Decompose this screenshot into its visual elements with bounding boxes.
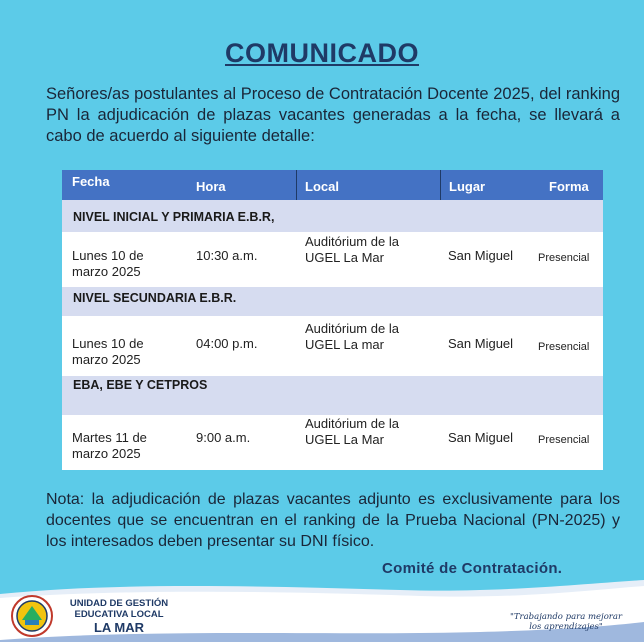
table-row xyxy=(62,232,603,287)
table-row xyxy=(62,316,603,376)
cell-fecha xyxy=(72,336,144,368)
fecha-line: Lunes 10 de xyxy=(72,336,144,351)
intro-paragraph: Señores/as postulantes al Proceso de Contratación Docente 2025, del ranking PN la adjudicación de plazas vacantes generadas a la fecha, se llevará a cabo de acuerdo al siguiente detalle: xyxy=(46,85,620,145)
cell-hora: 10:30 a.m. xyxy=(196,248,258,263)
local-line: Auditórium de la xyxy=(305,234,399,249)
local-line: UGEL La mar xyxy=(305,337,384,352)
local-line: UGEL La Mar xyxy=(305,250,384,265)
cell-local xyxy=(305,234,399,266)
cell-local xyxy=(305,416,399,448)
header-fecha: Fecha xyxy=(72,174,110,189)
local-line: Auditórium de la xyxy=(305,321,399,336)
cell-lugar: San Miguel xyxy=(448,430,514,445)
cell-hora: 04:00 p.m. xyxy=(196,336,258,351)
cell-forma: Presencial xyxy=(538,252,590,264)
nota-paragraph xyxy=(46,489,620,552)
header-local: Local xyxy=(305,179,339,194)
section-title: NIVEL SECUNDARIA E.B.R. xyxy=(73,291,237,305)
cell-local xyxy=(305,321,399,353)
nota-label: Nota xyxy=(46,491,80,508)
local-line: Auditórium de la xyxy=(305,416,399,431)
slogan xyxy=(504,612,628,632)
ugel-logo-icon xyxy=(10,594,54,638)
section-title: NIVEL INICIAL Y PRIMARIA E.B.R, xyxy=(73,210,275,224)
cell-lugar: San Miguel xyxy=(448,336,514,351)
logo-line: EDUCATIVA LOCAL xyxy=(74,609,164,620)
fecha-line: Martes 11 de xyxy=(72,430,147,445)
cell-forma: Presencial xyxy=(538,341,590,353)
logo-line: LA MAR xyxy=(93,620,145,635)
cell-lugar: San Miguel xyxy=(448,248,514,263)
fecha-line: marzo 2025 xyxy=(72,352,141,367)
cell-fecha xyxy=(72,430,147,462)
schedule-table xyxy=(62,170,603,470)
logo-line: UNIDAD DE GESTIÓN xyxy=(69,598,169,609)
slogan-line: "Trabajando para mejorar xyxy=(509,612,623,622)
header-hora: Hora xyxy=(196,179,226,194)
section-eba-ebe-cetpros xyxy=(62,376,603,415)
fecha-line: marzo 2025 xyxy=(72,264,141,279)
nota-text: : la adjudicación de plazas vacantes adjunto es exclusivamente para los docentes que se encuentran en el ranking de la Prueba Nacional (PN-2025) y los interesados deben presentar su DNI físico. xyxy=(46,491,620,550)
signature: Comité de Contratación. xyxy=(382,560,563,577)
fecha-line: Lunes 10 de xyxy=(72,248,144,263)
fecha-line: marzo 2025 xyxy=(72,446,141,461)
cell-fecha xyxy=(72,248,144,280)
section-title: EBA, EBE Y CETPROS xyxy=(73,378,208,392)
header-forma: Forma xyxy=(549,179,589,194)
section-inicial-primaria xyxy=(62,200,603,232)
table-row xyxy=(62,415,603,470)
cell-forma: Presencial xyxy=(538,434,590,446)
local-line: UGEL La Mar xyxy=(305,432,384,447)
page-title: COMUNICADO xyxy=(225,38,419,68)
cell-hora: 9:00 a.m. xyxy=(196,430,251,445)
table-header xyxy=(62,170,603,200)
header-divider xyxy=(296,170,297,200)
header-lugar: Lugar xyxy=(449,179,486,194)
header-divider xyxy=(440,170,441,200)
institution-name xyxy=(58,598,180,635)
section-secundaria xyxy=(62,287,603,316)
slogan-line: los aprendizajes" xyxy=(529,622,603,632)
